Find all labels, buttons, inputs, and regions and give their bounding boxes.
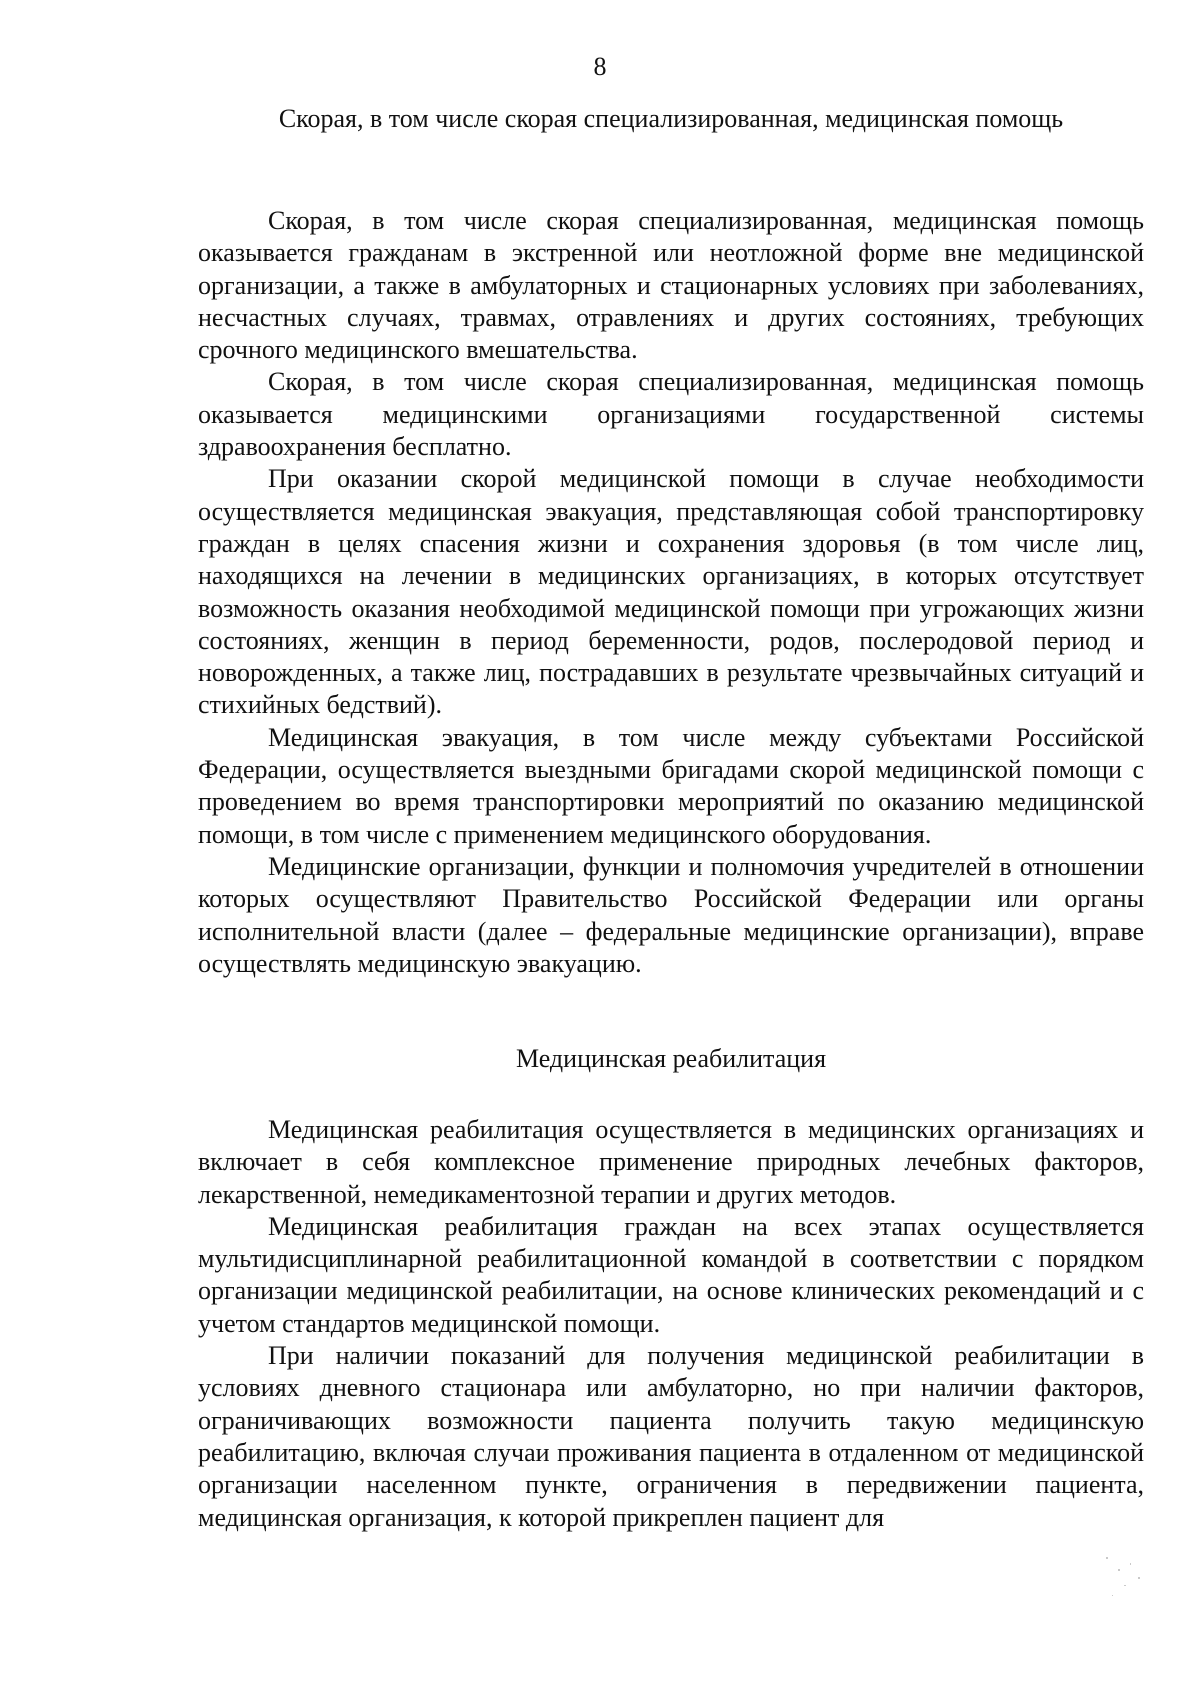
section-body-medical-rehabilitation: [198, 1114, 1144, 1534]
paragraph: Скорая, в том числе скорая специализированная, медицинская помощь оказывается медицинскими организациями государственной системы здравоохранения бесплатно.: [198, 367, 1144, 462]
section-title-medical-rehabilitation: Медицинская реабилитация: [515, 1044, 827, 1073]
section-title-emergency-care: Скорая, в том числе скорая специализированная, медицинская помощь: [278, 104, 1064, 133]
paragraph: Скорая, в том числе скорая специализированная, медицинская помощь оказывается гражданам в экстренной или неотложной форме вне медицинской организации, а также в амбулаторных и стационарных условиях при заболеваниях, несчастных случаях, травмах, отравлениях и других состояниях, требующих срочного медицинского вмешательства.: [198, 206, 1144, 365]
paragraph: Медицинская реабилитация граждан на всех этапах осуществляется мультидисциплинарной реабилитационной командой в соответствии с порядком организации медицинской реабилитации, на основе клинических рекомендаций и с учетом стандартов медицинской помощи.: [198, 1211, 1144, 1338]
section-body-emergency-care: [198, 205, 1144, 980]
paragraph: При оказании скорой медицинской помощи в случае необходимости осуществляется медицинская эвакуация, представляющая собой транспортировку граждан в целях спасения жизни и сохранения здоровья (в том числе лиц, находящихся на лечении в медицинских организациях, в которых отсутствует возможность оказания необходимой медицинской помощи при угрожающих жизни состояниях, женщин в период беременности, родов, послеродовой период и новорожденных, а также лиц, пострадавших в результате чрезвычайных ситуаций и стихийных бедствий).: [198, 464, 1144, 720]
page-number: 8: [593, 52, 607, 81]
paragraph: Медицинская эвакуация, в том числе между субъектами Российской Федерации, осуществляется выездными бригадами скорой медицинской помощи с проведением во время транспортировки мероприятий по оказанию медицинской помощи, в том числе с применением медицинского оборудования.: [198, 722, 1144, 849]
paragraph: Медицинская реабилитация осуществляется в медицинских организациях и включает в себя комплексное применение природных лечебных факторов, лекарственной, немедикаментозной терапии и других методов.: [198, 1115, 1144, 1209]
paragraph: Медицинские организации, функции и полномочия учредителей в отношении которых осуществляют Правительство Российской Федерации или органы исполнительной власти (далее – федеральные медицинские организации), вправе осуществлять медицинскую эвакуацию.: [198, 851, 1144, 978]
paragraph: При наличии показаний для получения медицинской реабилитации в условиях дневного стационара или амбулаторно, но при наличии факторов, ограничивающих возможности пациента получить такую медицинскую реабилитацию, включая случаи проживания пациента в отдаленном от медицинской организации населенном пункте, ограничения в передвижении пациента, медицинская организация, к которой прикреплен пациент для: [198, 1341, 1144, 1532]
